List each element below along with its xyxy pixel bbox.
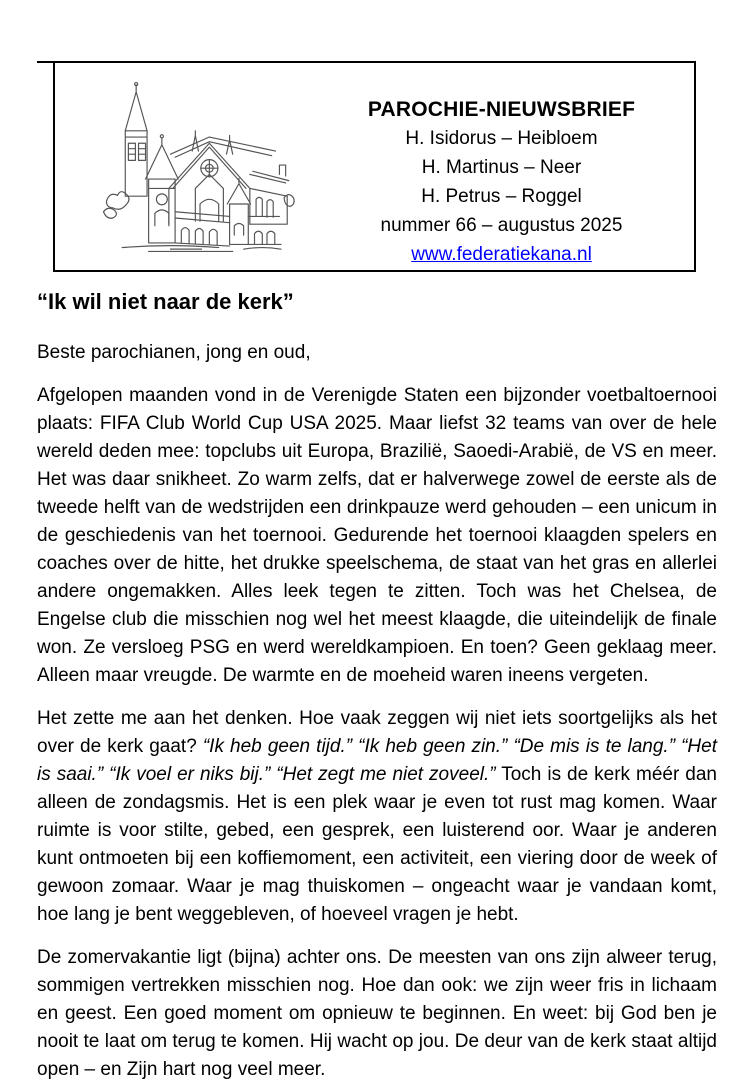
kerk-segment-outro: Toch is de kerk méér dan alleen de zondagsmis. Het is een plek waar je even tot rust mag komen. Waar ruimte is voor stilte, gebed, een gesprek, een luisterend oor. Waar je anderen kunt ontmoeten bij een koffiemoment, een activiteit, een viering door de week of gewoon zomaar. Waar je mag thuiskomen – ongeacht waar je vandaan komt, hoe lang je bent weggebleven, of hoeveel vragen je hebt. [37, 764, 718, 925]
parish-line-martinus: H. Martinus – Neer [421, 157, 582, 178]
article-body [37, 288, 717, 1084]
article-heading: “Ik wil niet naar de kerk” [37, 289, 294, 314]
church-logo [55, 63, 317, 270]
salutation: Beste parochianen, jong en oud, [37, 342, 311, 363]
masthead-box [53, 61, 696, 272]
parish-line-petrus: H. Petrus – Roggel [421, 186, 582, 207]
paragraph-kerk [37, 705, 717, 929]
church-drawing-icon [77, 79, 295, 255]
newsletter-title: PAROCHIE-NIEUWSBRIEF [367, 98, 636, 121]
paragraph-fifa: Afgelopen maanden vond in de Verenigde Staten een bijzonder voetbaltoernooi plaats: FIFA Club World Cup USA 2025. Maar liefst 32 teams van over de hele wereld deden mee: topclubs uit Europa, Brazilië, Saoedi-Arabië, de VS en meer. Het was daar snikheet. Zo warm zelfs, dat er halverwege zowel de eerste als de tweede helft van de wedstrijden een drinkpauze werd gehouden – een unicum in de geschiedenis van het toernooi. Gedurende het toernooi klaagden spelers en coaches over de hitte, het drukke speelschema, de staat van het gras en allerlei andere ongemakken. Alles leek tegen te zitten. Toch was het Chelsea, de Engelse club die misschien nog wel het meest klaagde, die uiteindelijk de finale won. Ze versloeg PSG en werd wereldkampioen. En toen? Geen geklaag meer. Alleen maar vreugde. De warmte en de moeheid waren ineens vergeten. [37, 385, 717, 686]
masthead-text [317, 63, 694, 270]
kerk-segment-intro: Het zette me aan het denken. Hoe vaak zeggen wij niet iets soortgelijks als het over de kerk gaat? [37, 708, 717, 757]
paragraph-zomer: De zomervakantie ligt (bijna) achter ons. De meesten van ons zijn alweer terug, sommigen vertrekken misschien nog. Hoe dan ook: we zijn weer fris in lichaam en geest. Een goed moment om opnieuw te beginnen. En weet: bij God ben je nooit te laat om terug te komen. Hij wacht op jou. De deur van de kerk staat altijd open – en Zijn hart nog veel meer. [37, 947, 717, 1080]
website-link[interactable]: www.federatiekana.nl [411, 244, 592, 265]
issue-line: nummer 66 – augustus 2025 [380, 215, 623, 236]
parish-line-isidorus: H. Isidorus – Heibloem [405, 128, 598, 149]
kerk-segment-quotes: “Ik heb geen tijd.” “Ik heb geen zin.” “De mis is te lang.” “Het is saai.” “Ik voel er niks bij.” “Het zegt me niet zoveel.” [37, 736, 717, 785]
